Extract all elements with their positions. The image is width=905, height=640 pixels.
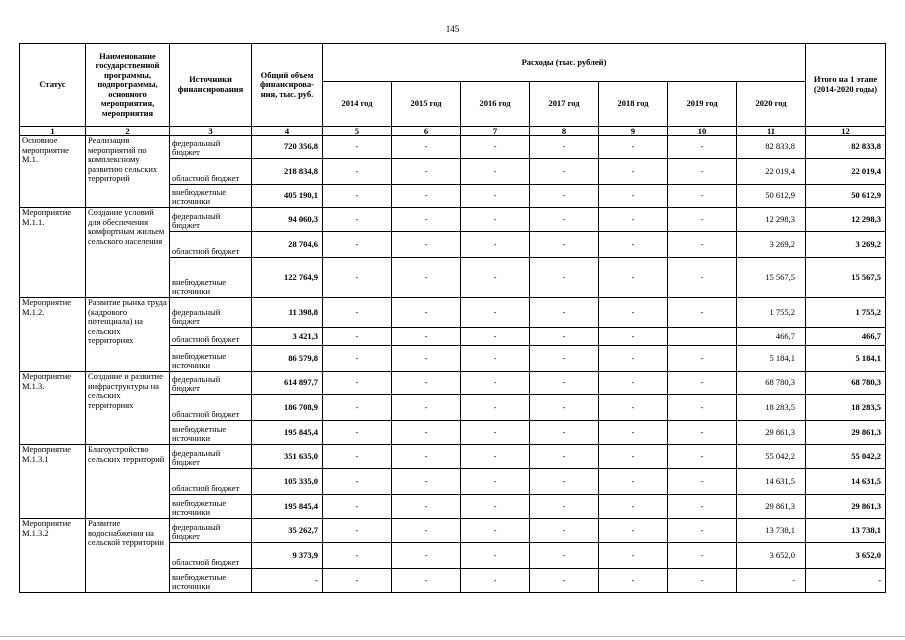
year-value-cell: - [323, 445, 392, 469]
column-number: 3 [170, 127, 252, 136]
total-volume-cell: 614 897,7 [252, 372, 323, 395]
year-value-cell: - [323, 232, 392, 258]
column-number: 2 [86, 127, 170, 136]
year-value-cell: - [392, 395, 461, 421]
year-value-cell: - [530, 495, 599, 519]
header-year: 2016 год [461, 82, 530, 127]
source-cell: внебюджетные источники [170, 258, 252, 298]
year-value-cell: - [668, 421, 737, 445]
result-cell: 3 269,2 [806, 232, 886, 258]
year-value-cell: - [392, 495, 461, 519]
result-cell: 14 631,5 [806, 469, 886, 495]
year-value-cell: - [392, 185, 461, 208]
year-2020-cell: 82 833,8 [737, 136, 806, 159]
result-cell: 12 298,3 [806, 208, 886, 232]
year-value-cell: - [323, 469, 392, 495]
total-volume-cell: 405 190,1 [252, 185, 323, 208]
result-cell: 82 833,8 [806, 136, 886, 159]
status-cell: Мероприятие М.1.3. [20, 372, 86, 445]
total-volume-cell: 351 635,0 [252, 445, 323, 469]
year-value-cell: - [530, 232, 599, 258]
year-value-cell: - [392, 346, 461, 372]
year-value-cell: - [323, 543, 392, 569]
source-cell: федеральный бюджет [170, 445, 252, 469]
year-value-cell: - [461, 395, 530, 421]
year-value-cell: - [323, 185, 392, 208]
total-volume-cell: 105 335,0 [252, 469, 323, 495]
status-cell: Мероприятие М.1.2. [20, 298, 86, 372]
year-value-cell: - [461, 346, 530, 372]
year-value-cell: - [530, 298, 599, 328]
result-cell: 5 184,1 [806, 346, 886, 372]
year-2020-cell: 1 755,2 [737, 298, 806, 328]
table-row [20, 208, 886, 232]
year-value-cell: - [392, 298, 461, 328]
year-value-cell: - [461, 372, 530, 395]
year-2020-cell: 50 612,9 [737, 185, 806, 208]
year-value-cell: - [392, 159, 461, 185]
program-name-cell: Развитие рынка труда (кадрового потенциала) на сельских территориях [86, 298, 170, 372]
source-cell: областной бюджет [170, 469, 252, 495]
year-value-cell: - [323, 136, 392, 159]
program-name-cell: Создание и развитие инфраструктуры на сельских территориях [86, 372, 170, 445]
year-2020-cell: 13 738,1 [737, 519, 806, 543]
program-name-cell: Благоустройство сельских территорий [86, 445, 170, 519]
total-volume-cell: 3 421,3 [252, 328, 323, 346]
year-value-cell: - [599, 421, 668, 445]
total-volume-cell: 720 356,8 [252, 136, 323, 159]
year-value-cell: - [530, 159, 599, 185]
header-program-name: Наименование государственной программы, подпрограммы, основного мероприятия, мероприятия [86, 44, 170, 127]
total-volume-cell: 9 373,9 [252, 543, 323, 569]
year-value-cell: - [461, 328, 530, 346]
year-value-cell: - [461, 298, 530, 328]
year-value-cell: - [392, 421, 461, 445]
year-value-cell: - [461, 159, 530, 185]
year-2020-cell: 55 042,2 [737, 445, 806, 469]
status-cell: Основное мероприятие М.1. [20, 136, 86, 208]
year-2020-cell: 5 184,1 [737, 346, 806, 372]
column-number: 11 [737, 127, 806, 136]
year-value-cell: - [599, 569, 668, 593]
year-value-cell: - [392, 445, 461, 469]
year-value-cell: - [461, 208, 530, 232]
result-cell: 29 861,3 [806, 495, 886, 519]
column-number: 7 [461, 127, 530, 136]
year-2020-cell: 68 780,3 [737, 372, 806, 395]
header-column-numbers [20, 127, 886, 136]
year-value-cell: - [392, 543, 461, 569]
year-2020-cell: 22 019,4 [737, 159, 806, 185]
year-2020-cell: 29 861,3 [737, 421, 806, 445]
year-2020-cell: 466,7 [737, 328, 806, 346]
source-cell: внебюджетные источники [170, 569, 252, 593]
table-body [20, 136, 886, 593]
column-number: 12 [806, 127, 886, 136]
year-2020-cell: 14 631,5 [737, 469, 806, 495]
year-value-cell: - [599, 185, 668, 208]
year-value-cell: - [323, 159, 392, 185]
year-value-cell: - [323, 328, 392, 346]
year-value-cell: - [668, 543, 737, 569]
year-value-cell: - [668, 495, 737, 519]
year-value-cell: - [668, 159, 737, 185]
column-number: 9 [599, 127, 668, 136]
year-value-cell: - [668, 372, 737, 395]
column-number: 4 [252, 127, 323, 136]
source-cell: внебюджетные источники [170, 185, 252, 208]
year-value-cell: - [668, 185, 737, 208]
year-value-cell: - [530, 519, 599, 543]
year-value-cell: - [392, 208, 461, 232]
source-cell: внебюджетные источники [170, 346, 252, 372]
year-value-cell: - [461, 445, 530, 469]
program-name-cell: Создание условий для обеспечения комфортным жильем сельского населения [86, 208, 170, 298]
result-cell: 18 283,5 [806, 395, 886, 421]
year-value-cell: - [461, 469, 530, 495]
year-value-cell: - [599, 519, 668, 543]
result-cell: 29 861,3 [806, 421, 886, 445]
table-row [20, 372, 886, 395]
year-value-cell: - [530, 395, 599, 421]
year-value-cell: - [599, 495, 668, 519]
year-2020-cell: 12 298,3 [737, 208, 806, 232]
header-status: Статус [20, 44, 86, 127]
source-cell: областной бюджет [170, 232, 252, 258]
year-value-cell: - [668, 569, 737, 593]
year-value-cell: - [668, 298, 737, 328]
table-row [20, 298, 886, 328]
year-value-cell: - [461, 421, 530, 445]
year-value-cell: - [599, 445, 668, 469]
header-year: 2014 год [323, 82, 392, 127]
year-value-cell: - [599, 372, 668, 395]
table-row [20, 445, 886, 469]
year-value-cell: - [599, 328, 668, 346]
year-value-cell: - [461, 258, 530, 298]
column-number: 8 [530, 127, 599, 136]
year-2020-cell: 3 269,2 [737, 232, 806, 258]
year-value-cell: - [668, 469, 737, 495]
year-2020-cell: 3 652,0 [737, 543, 806, 569]
year-value-cell: - [599, 208, 668, 232]
year-value-cell: - [599, 298, 668, 328]
year-2020-cell: - [737, 569, 806, 593]
total-volume-cell: 195 845,4 [252, 495, 323, 519]
year-value-cell: - [323, 298, 392, 328]
source-cell: внебюджетные источники [170, 421, 252, 445]
year-value-cell: - [461, 232, 530, 258]
year-value-cell: - [668, 395, 737, 421]
year-value-cell: - [530, 258, 599, 298]
year-value-cell: - [392, 136, 461, 159]
total-volume-cell: 122 764,9 [252, 258, 323, 298]
program-name-cell: Развитие водоснабжения на сельской территории [86, 519, 170, 593]
year-value-cell: - [392, 232, 461, 258]
year-2020-cell: 15 567,5 [737, 258, 806, 298]
header-sources: Источники финансирования [170, 44, 252, 127]
year-value-cell: - [668, 445, 737, 469]
year-value-cell: - [323, 346, 392, 372]
year-value-cell: - [599, 159, 668, 185]
header-year: 2020 год [737, 82, 806, 127]
source-cell: областной бюджет [170, 395, 252, 421]
source-cell: внебюджетные источники [170, 495, 252, 519]
status-cell: Мероприятие М.1.3.1 [20, 445, 86, 519]
total-volume-cell: 94 060,3 [252, 208, 323, 232]
year-value-cell: - [530, 445, 599, 469]
year-value-cell: - [323, 421, 392, 445]
year-value-cell: - [668, 232, 737, 258]
result-cell: 68 780,3 [806, 372, 886, 395]
year-value-cell: - [323, 519, 392, 543]
year-value-cell: - [668, 258, 737, 298]
year-value-cell: - [392, 519, 461, 543]
year-value-cell: - [599, 469, 668, 495]
column-number: 10 [668, 127, 737, 136]
year-value-cell: - [392, 469, 461, 495]
year-value-cell: - [530, 372, 599, 395]
year-value-cell: - [323, 258, 392, 298]
total-volume-cell: 11 398,8 [252, 298, 323, 328]
year-value-cell: - [461, 495, 530, 519]
year-value-cell: - [599, 543, 668, 569]
source-cell: федеральный бюджет [170, 298, 252, 328]
year-value-cell: - [530, 328, 599, 346]
result-cell: 1 755,2 [806, 298, 886, 328]
result-cell: 13 738,1 [806, 519, 886, 543]
total-volume-cell: - [252, 569, 323, 593]
source-cell: областной бюджет [170, 543, 252, 569]
status-cell: Мероприятие М.1.3.2 [20, 519, 86, 593]
result-cell: 50 612,9 [806, 185, 886, 208]
year-value-cell: - [599, 346, 668, 372]
year-value-cell: - [599, 232, 668, 258]
year-value-cell: - [323, 372, 392, 395]
year-value-cell: - [392, 328, 461, 346]
year-value-cell: - [668, 208, 737, 232]
year-value-cell: - [461, 569, 530, 593]
result-cell: - [806, 569, 886, 593]
year-value-cell: - [668, 346, 737, 372]
year-value-cell: - [461, 543, 530, 569]
result-cell: 55 042,2 [806, 445, 886, 469]
source-cell: федеральный бюджет [170, 519, 252, 543]
year-value-cell: - [323, 569, 392, 593]
header-year: 2018 год [599, 82, 668, 127]
header-total-volume: Общий объем финансирова-ния, тыс. руб. [252, 44, 323, 127]
year-value-cell: - [323, 495, 392, 519]
year-value-cell: - [461, 136, 530, 159]
total-volume-cell: 218 834,8 [252, 159, 323, 185]
year-value-cell: - [530, 136, 599, 159]
status-cell: Мероприятие М.1.1. [20, 208, 86, 298]
total-volume-cell: 28 704,6 [252, 232, 323, 258]
source-cell: федеральный бюджет [170, 208, 252, 232]
source-cell: областной бюджет [170, 159, 252, 185]
total-volume-cell: 35 262,7 [252, 519, 323, 543]
year-value-cell: - [599, 395, 668, 421]
result-cell: 466,7 [806, 328, 886, 346]
total-volume-cell: 186 708,9 [252, 395, 323, 421]
result-cell: 15 567,5 [806, 258, 886, 298]
total-volume-cell: 195 845,4 [252, 421, 323, 445]
year-value-cell: - [530, 543, 599, 569]
year-value-cell: - [461, 519, 530, 543]
header-year: 2015 год [392, 82, 461, 127]
column-number: 1 [20, 127, 86, 136]
table-row [20, 519, 886, 543]
header-year: 2017 год [530, 82, 599, 127]
year-value-cell: - [323, 395, 392, 421]
column-number: 6 [392, 127, 461, 136]
year-value-cell: - [392, 569, 461, 593]
budget-table [19, 43, 886, 593]
year-2020-cell: 29 861,3 [737, 495, 806, 519]
year-value-cell: - [668, 519, 737, 543]
year-value-cell: - [530, 208, 599, 232]
source-cell: федеральный бюджет [170, 136, 252, 159]
year-value-cell: - [530, 346, 599, 372]
year-value-cell: - [599, 258, 668, 298]
source-cell: областной бюджет [170, 328, 252, 346]
program-name-cell: Реализация мероприятий по комплексному развитию сельских территорий [86, 136, 170, 208]
year-value-cell [668, 328, 737, 346]
total-volume-cell: 86 579,8 [252, 346, 323, 372]
column-number: 5 [323, 127, 392, 136]
year-value-cell: - [323, 208, 392, 232]
year-value-cell: - [461, 185, 530, 208]
table-row [20, 136, 886, 159]
page-number: 145 [445, 24, 460, 34]
result-cell: 3 652,0 [806, 543, 886, 569]
year-2020-cell: 18 283,5 [737, 395, 806, 421]
year-value-cell: - [599, 136, 668, 159]
year-value-cell: - [530, 185, 599, 208]
year-value-cell: - [530, 569, 599, 593]
year-value-cell: - [392, 372, 461, 395]
source-cell: федеральный бюджет [170, 372, 252, 395]
year-value-cell: - [530, 469, 599, 495]
header-expenses: Расходы (тыс. рублей) [323, 44, 806, 82]
header-result: Итого на 1 этапе (2014-2020 годы) [806, 44, 886, 127]
page-bottom-rule [0, 636, 905, 637]
result-cell: 22 019,4 [806, 159, 886, 185]
header-year: 2019 год [668, 82, 737, 127]
year-value-cell: - [668, 136, 737, 159]
year-value-cell: - [530, 421, 599, 445]
year-value-cell: - [392, 258, 461, 298]
